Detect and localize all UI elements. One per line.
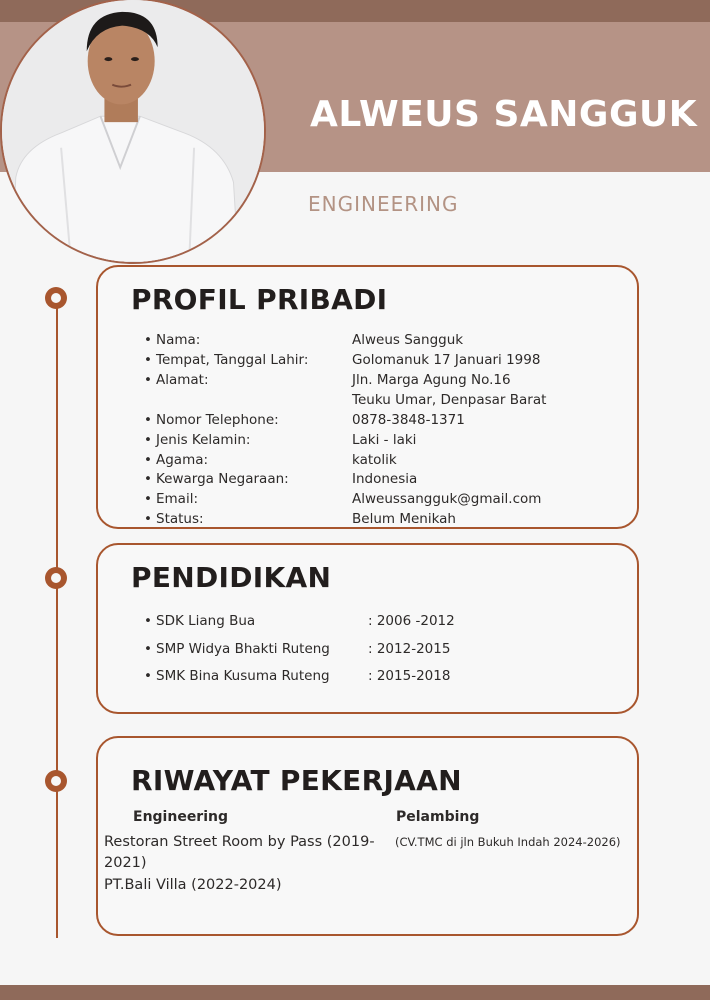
bottom-accent-strip — [0, 985, 710, 1000]
person-portrait-icon — [2, 0, 264, 262]
profile-name-label: • Nama: — [156, 332, 200, 348]
profile-gender-value: Laki - laki — [352, 432, 417, 448]
candidate-name: ALWEUS SANGGUK — [310, 94, 698, 135]
work-history-card — [96, 736, 639, 936]
profile-address-label: • Alamat: — [156, 372, 209, 388]
timeline-line — [56, 298, 58, 938]
profile-citizenship-label: • Kewarga Negaraan: — [156, 471, 289, 487]
profile-religion-label: • Agama: — [156, 452, 208, 468]
profile-birth-value: Golomanuk 17 Januari 1998 — [352, 352, 541, 368]
profile-address-value: Jln. Marga Agung No.16 — [352, 372, 511, 388]
work-col2-line: (CV.TMC di jln Bukuh Indah 2024-2026) — [395, 835, 621, 849]
profile-name-value: Alweus Sangguk — [352, 332, 464, 348]
education-school: • SDK Liang Bua — [156, 613, 255, 629]
work-col1-line: 2021) — [104, 855, 147, 871]
profile-phone-value: 0878-3848-1371 — [352, 412, 465, 428]
profile-address-value-line2: Teuku Umar, Denpasar Barat — [352, 392, 547, 408]
profile-title: PROFIL PRIBADI — [131, 283, 388, 316]
profile-status-value: Belum Menikah — [352, 511, 456, 527]
timeline-dot-icon — [45, 567, 67, 589]
work-col1-line: PT.Bali Villa (2022-2024) — [104, 877, 282, 893]
profile-religion-value: katolik — [352, 452, 397, 468]
work-col2-heading: Pelambing — [396, 809, 480, 825]
profile-photo — [0, 0, 266, 264]
education-years: : 2006 -2012 — [368, 613, 455, 629]
profile-citizenship-value: Indonesia — [352, 471, 418, 487]
candidate-role: ENGINEERING — [308, 192, 459, 216]
work-col1-heading: Engineering — [133, 809, 228, 825]
education-school: • SMK Bina Kusuma Ruteng — [156, 668, 330, 684]
education-title: PENDIDIKAN — [131, 561, 332, 594]
profile-status-label: • Status: — [156, 511, 204, 527]
timeline-dot-icon — [45, 287, 67, 309]
work-col1-line: Restoran Street Room by Pass (2019- — [104, 834, 375, 850]
profile-email-label: • Email: — [156, 491, 198, 507]
education-school: • SMP Widya Bhakti Ruteng — [156, 641, 330, 657]
profile-email-value: Alweussangguk@gmail.com — [352, 491, 542, 507]
education-card — [96, 543, 639, 714]
profile-birth-label: • Tempat, Tanggal Lahir: — [156, 352, 308, 368]
profile-gender-label: • Jenis Kelamin: — [156, 432, 250, 448]
education-years: : 2015-2018 — [368, 668, 451, 684]
work-history-title: RIWAYAT PEKERJAAN — [131, 764, 462, 797]
education-years: : 2012-2015 — [368, 641, 451, 657]
profile-card — [96, 265, 639, 529]
profile-phone-label: • Nomor Telephone: — [156, 412, 279, 428]
timeline-dot-icon — [45, 770, 67, 792]
